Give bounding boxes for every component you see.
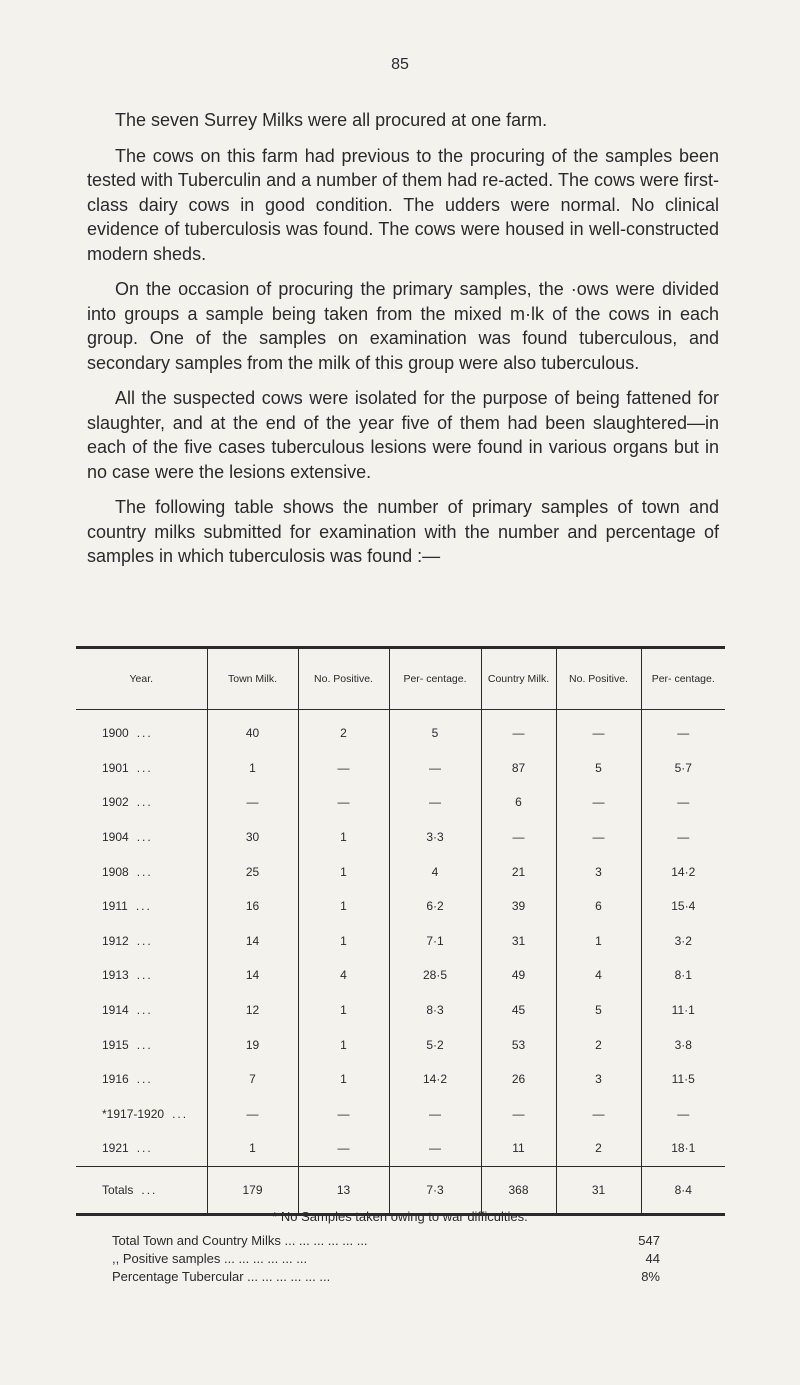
table-cell: — <box>556 1097 641 1132</box>
table-cell: — <box>298 785 389 820</box>
table-cell: 15·4 <box>641 889 725 924</box>
table-cell: — <box>481 820 556 855</box>
tuberculosis-table <box>76 646 725 1216</box>
table-cell: 14·2 <box>641 854 725 889</box>
table-cell: 45 <box>481 993 556 1028</box>
table-cell: 1 <box>298 993 389 1028</box>
table-row <box>76 854 725 889</box>
table-cell: 2 <box>298 710 389 751</box>
table-cell: 8·3 <box>389 993 481 1028</box>
table-header-row <box>76 648 725 710</box>
table-cell: 21 <box>481 854 556 889</box>
table-row <box>76 820 725 855</box>
table-cell: 16 <box>207 889 298 924</box>
table-cell: 368 <box>481 1166 556 1214</box>
table-cell: 7 <box>207 1062 298 1097</box>
table-cell: 40 <box>207 710 298 751</box>
table-cell: 14 <box>207 958 298 993</box>
row-label: 1915 ... <box>102 1037 153 1052</box>
row-label: 1908 ... <box>102 864 153 879</box>
table-cell: 2 <box>556 1027 641 1062</box>
table-cell: 179 <box>207 1166 298 1214</box>
table-cell: 49 <box>481 958 556 993</box>
table-cell: 26 <box>481 1062 556 1097</box>
table-cell: — <box>298 1131 389 1166</box>
paragraph: All the suspected cows were isolated for the purpose of being fattened for slaughter, and at the end of the year five of them had been slaughtered—in each of the five cases tuberculous lesions were found in various organs but in no case were the lesions extensive. <box>87 388 719 482</box>
row-label: 1921 ... <box>102 1141 153 1156</box>
summary-row <box>112 1268 712 1286</box>
col-header-country-milk: Country Milk. <box>481 648 556 710</box>
table-cell: 5·7 <box>641 751 725 786</box>
dot-leader: ... <box>136 1003 153 1018</box>
table-row <box>76 785 725 820</box>
summary-value: 44 <box>645 1251 660 1266</box>
summary-block <box>112 1232 712 1286</box>
summary-value: 547 <box>638 1233 660 1248</box>
page-number: 85 <box>391 56 409 73</box>
dot-leader: ... <box>136 830 153 845</box>
table-cell: 1 <box>298 1027 389 1062</box>
table-cell: — <box>641 820 725 855</box>
table-row <box>76 710 725 751</box>
dot-leader: ... <box>172 1106 189 1121</box>
row-label: 1914 ... <box>102 1003 153 1018</box>
table-cell: 87 <box>481 751 556 786</box>
table-row <box>76 751 725 786</box>
table-cell: — <box>389 785 481 820</box>
table-cell: 14 <box>207 924 298 959</box>
summary-label: Percentage Tubercular ... ... ... ... ... ... <box>112 1269 331 1284</box>
table-cell: 1 <box>298 854 389 889</box>
paragraph: On the occasion of procuring the primary samples, the ·ows were divided into groups a sample being taken from the mixed m·lk of the cows in each group. One of the samples on examination was found tuberculous, and secondary samples from the milk of this group were also tuberculous. <box>87 279 719 373</box>
col-header-country-positive: No. Positive. <box>556 648 641 710</box>
table-cell: 30 <box>207 820 298 855</box>
col-header-town-percentage: Per- centage. <box>389 648 481 710</box>
table-cell: 1 <box>298 889 389 924</box>
paragraph: The following table shows the number of primary samples of town and country milks submitted for examination with the number and percentage of samples in which tuberculosis was found :— <box>87 497 719 566</box>
dot-leader: ... <box>136 1141 153 1156</box>
dot-leader: ... <box>136 1037 153 1052</box>
table-cell: 7·1 <box>389 924 481 959</box>
dot-leader: ... <box>136 1072 153 1087</box>
table-cell: 8·1 <box>641 958 725 993</box>
body-text <box>87 108 719 580</box>
table-cell: 5 <box>556 993 641 1028</box>
table-cell: — <box>481 710 556 751</box>
dot-leader: ... <box>141 1182 158 1197</box>
paragraph: The cows on this farm had previous to the procuring of the samples been tested with Tuberculin and a number of them had re-acted. The cows were first-class dairy cows in good condition. The udders were normal. No clinical evidence of tuberculosis was found. The cows were housed in well-constructed modern sheds. <box>87 145 719 264</box>
summary-row <box>112 1232 712 1250</box>
table-cell: 14·2 <box>389 1062 481 1097</box>
row-label: 1912 ... <box>102 933 153 948</box>
row-label: 1916 ... <box>102 1072 153 1087</box>
dot-leader: ... <box>136 760 153 775</box>
table-row <box>76 958 725 993</box>
dot-leader: ... <box>136 795 153 810</box>
table-cell: — <box>556 710 641 751</box>
table-cell: 1 <box>207 1131 298 1166</box>
dot-leader: ... <box>136 864 153 879</box>
row-label: 1900 ... <box>102 726 153 741</box>
table-cell: 31 <box>481 924 556 959</box>
table-cell: — <box>207 1097 298 1132</box>
table-cell: — <box>389 1131 481 1166</box>
table-row <box>76 889 725 924</box>
row-label: 1902 ... <box>102 795 153 810</box>
table-cell: — <box>641 785 725 820</box>
table-cell: — <box>298 1097 389 1132</box>
table-cell: — <box>481 1097 556 1132</box>
table-cell: 3 <box>556 854 641 889</box>
table-cell: 1 <box>207 751 298 786</box>
dot-leader: ... <box>135 899 152 914</box>
table-cell: 11·5 <box>641 1062 725 1097</box>
table-cell: 12 <box>207 993 298 1028</box>
col-header-year: Year. <box>76 648 207 710</box>
table-cell: 1 <box>298 924 389 959</box>
table-cell: 2 <box>556 1131 641 1166</box>
table-cell: 28·5 <box>389 958 481 993</box>
totals-row <box>76 1166 725 1214</box>
table-cell: — <box>556 820 641 855</box>
row-label: 1911 ... <box>102 899 152 914</box>
table-cell: 39 <box>481 889 556 924</box>
row-label: Totals ... <box>76 1166 207 1214</box>
table-cell: 1 <box>298 1062 389 1097</box>
summary-value: 8% <box>641 1269 660 1284</box>
table-cell: 6·2 <box>389 889 481 924</box>
table-cell: — <box>641 710 725 751</box>
table-cell: 4 <box>389 854 481 889</box>
table-cell: — <box>389 751 481 786</box>
dot-leader: ... <box>136 726 153 741</box>
table-cell: 1 <box>556 924 641 959</box>
row-label: 1901 ... <box>102 760 153 775</box>
summary-label: ,, Positive samples ... ... ... ... ... ... <box>112 1251 308 1266</box>
table-cell: 6 <box>556 889 641 924</box>
row-label: 1904 ... <box>102 830 153 845</box>
summary-label: Total Town and Country Milks ... ... ... ... ... ... <box>112 1233 368 1248</box>
dot-leader: ... <box>136 933 153 948</box>
table-cell: 5 <box>389 710 481 751</box>
table-cell: 13 <box>298 1166 389 1214</box>
summary-row <box>112 1250 712 1268</box>
table-cell: 11·1 <box>641 993 725 1028</box>
table-cell: — <box>207 785 298 820</box>
table-cell: 53 <box>481 1027 556 1062</box>
table-cell: — <box>389 1097 481 1132</box>
table-row <box>76 1097 725 1132</box>
table-cell: 18·1 <box>641 1131 725 1166</box>
table-cell: — <box>298 751 389 786</box>
table-cell: 8·4 <box>641 1166 725 1214</box>
row-label: 1913 ... <box>102 968 153 983</box>
table-cell: — <box>641 1097 725 1132</box>
table-cell: 4 <box>556 958 641 993</box>
table-row <box>76 1131 725 1166</box>
table-cell: 1 <box>298 820 389 855</box>
table-row <box>76 1027 725 1062</box>
table-cell: 3 <box>556 1062 641 1097</box>
table-row <box>76 1062 725 1097</box>
table-cell: 6 <box>481 785 556 820</box>
table-cell: 4 <box>298 958 389 993</box>
table-cell: 31 <box>556 1166 641 1214</box>
table-row <box>76 924 725 959</box>
dot-leader: ... <box>136 968 153 983</box>
table-cell: 3·3 <box>389 820 481 855</box>
table-row <box>76 993 725 1028</box>
table-cell: 5 <box>556 751 641 786</box>
table-cell: 5·2 <box>389 1027 481 1062</box>
col-header-town-positive: No. Positive. <box>298 648 389 710</box>
col-header-country-percentage: Per- centage. <box>641 648 725 710</box>
table-cell: 3·8 <box>641 1027 725 1062</box>
row-label: *1917-1920 ... <box>102 1106 189 1121</box>
table-cell: — <box>556 785 641 820</box>
table-cell: 25 <box>207 854 298 889</box>
table-cell: 3·2 <box>641 924 725 959</box>
col-header-town-milk: Town Milk. <box>207 648 298 710</box>
paragraph: The seven Surrey Milks were all procured at one farm. <box>115 110 548 130</box>
footnote: * No Samples taken owing to war difficulties. <box>272 1209 528 1224</box>
table-cell: 11 <box>481 1131 556 1166</box>
table-cell: 7·3 <box>389 1166 481 1214</box>
table-cell: 19 <box>207 1027 298 1062</box>
